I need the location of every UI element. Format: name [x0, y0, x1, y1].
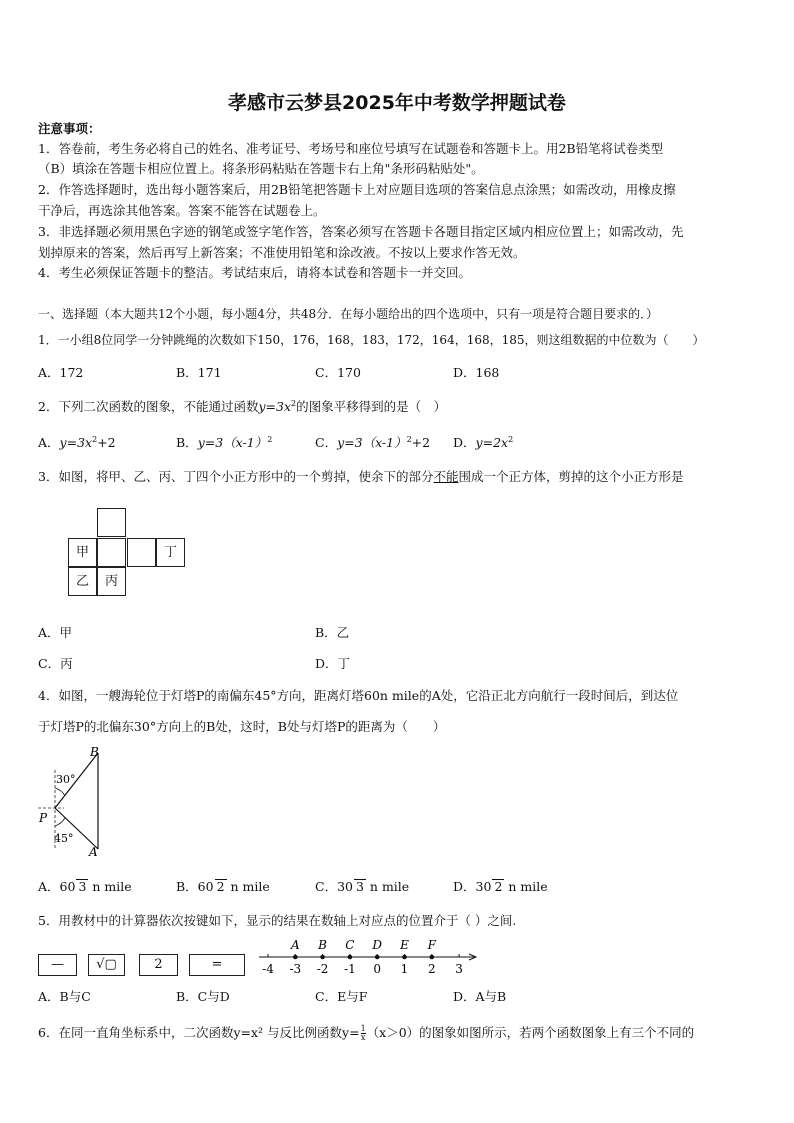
- number-line-point-label: E: [400, 938, 409, 952]
- number-line-point: [402, 955, 407, 960]
- question-2-stem: [38, 396, 446, 415]
- q1-option-d: D．168: [453, 365, 500, 380]
- label-angle-30: 30°: [56, 773, 76, 786]
- option-tail: +2: [411, 435, 431, 451]
- option-coefficient: D．30: [453, 879, 492, 894]
- option-exponent: 2: [267, 435, 273, 444]
- net-square-jia: 甲: [68, 538, 97, 567]
- section-heading: 一、选择题（本大题共12个小题，每小题4分，共48分．在每小题给出的四个选项中，只有一项是符合题目要求的．）: [38, 307, 659, 321]
- number-line-point-label: D: [372, 938, 383, 952]
- label-a: A: [89, 845, 98, 859]
- q2-stem-function: y=3x: [258, 399, 292, 415]
- number-line-tick-label: -1: [344, 962, 356, 976]
- question-4-stem-line2: 于灯塔P的北偏东30°方向上的B处，这时，B处与灯塔P的距离为（ ）: [38, 719, 446, 734]
- option-function: y=3x: [59, 435, 93, 451]
- sqrt-radicand: 2: [216, 879, 225, 894]
- option-letter: C．: [315, 435, 338, 451]
- option-exponent: 2: [508, 435, 514, 444]
- number-line-tick-label: 2: [427, 962, 436, 976]
- q3-option-d: D．丁: [315, 656, 351, 671]
- q6-stem-text: 6．在同一直角坐标系中，二次函数y=x² 与反比例函数y=: [38, 1025, 360, 1040]
- q2-stem-text: 的图象平移得到的是（ ）: [296, 399, 447, 415]
- sqrt-radicand: 3: [78, 879, 87, 894]
- number-line-tick-label: -3: [289, 962, 302, 976]
- q1-option-a: A．172: [38, 365, 84, 380]
- calculator-key-sqrt: √▢: [88, 954, 125, 976]
- sqrt-radicand: 3: [355, 879, 364, 894]
- fraction: [361, 1025, 366, 1042]
- q3-option-b: B．乙: [315, 625, 350, 640]
- net-square: [97, 538, 126, 567]
- notice-line: 2．作答选择题时，选出每小题答案后，用2B铅笔把答题卡上对应题目选项的答案信息点涂黑；如需改动，用橡皮擦: [38, 182, 676, 197]
- notice-line: 3．非选择题必须用黑色字迹的钢笔或签字笔作答，答案必须写在答题卡各题目指定区域内相应位置上；如需改动，先: [38, 224, 684, 239]
- q3-option-c: C．丙: [38, 656, 73, 671]
- number-line-point: [348, 955, 353, 960]
- net-square: [127, 538, 156, 567]
- net-square-bing: 丙: [97, 567, 126, 596]
- label-angle-45: 45°: [54, 832, 74, 845]
- notice-line: 4．考生必须保证答题卡的整洁。考试结束后，请将本试卷和答题卡一并交回。: [38, 265, 471, 280]
- number-line-point: [375, 955, 380, 960]
- number-line-tick-label: -4: [262, 962, 274, 976]
- number-line-point-label: F: [427, 938, 436, 952]
- q6-stem-text: （x＞0）的图象如图所示，若两个函数图象上有三个不同的: [366, 1025, 695, 1040]
- option-unit: n mile: [508, 879, 548, 894]
- label-p: P: [39, 811, 48, 825]
- question-6-stem: [38, 1025, 694, 1042]
- q5-option-b: B．C与D: [176, 989, 230, 1004]
- option-letter: D．: [453, 435, 476, 451]
- q5-option-c: C．E与F: [315, 989, 368, 1004]
- number-line-tick-label: 3: [455, 962, 463, 976]
- q1-option-b: B．171: [176, 365, 222, 380]
- option-unit: n mile: [369, 879, 410, 894]
- option-coefficient: B．60: [176, 879, 214, 894]
- number-line-tick-label: 0: [373, 962, 382, 976]
- question-5-stem: 5．用教材中的计算器依次按键如下，显示的结果在数轴上对应点的位置介于（ ）之间.: [38, 913, 517, 928]
- number-line-figure: [255, 938, 480, 978]
- number-line-tick-label: -2: [316, 962, 329, 976]
- fraction-denominator: x: [360, 1033, 366, 1042]
- sqrt-radicand: 2: [494, 879, 503, 894]
- option-exponent: 2: [406, 435, 412, 444]
- number-line-point-label: C: [345, 938, 355, 952]
- q3-option-a: A．甲: [38, 625, 73, 640]
- option-unit: n mile: [92, 879, 132, 894]
- angle-arc-45: [55, 818, 65, 826]
- page-title: 孝感市云梦县2025年中考数学押题试卷: [228, 92, 566, 114]
- number-line-point-label: A: [290, 938, 300, 952]
- q1-option-c: C．170: [315, 365, 361, 380]
- calculator-key-2: 2: [139, 954, 178, 976]
- notice-line: （B）填涂在答题卡相应位置上。将条形码粘贴在答题卡右上角"条形码粘贴处"。: [38, 161, 484, 176]
- option-function: y=3（x-1）: [197, 435, 268, 451]
- option-tail: +2: [97, 435, 116, 451]
- number-line-point-label: B: [318, 938, 328, 952]
- lighthouse-figure: [34, 744, 108, 860]
- option-coefficient: C．30: [315, 879, 353, 894]
- option-exponent: 2: [92, 435, 98, 444]
- q5-option-a: A．B与C: [38, 989, 91, 1004]
- q2-option-c: [315, 432, 430, 451]
- option-letter: A．: [38, 435, 60, 451]
- label-b: B: [90, 745, 99, 759]
- option-letter: B．: [176, 435, 198, 451]
- q2-stem-exponent: 2: [291, 399, 297, 408]
- option-function: y=2x: [475, 435, 509, 451]
- net-square-yi: 乙: [68, 567, 97, 596]
- q2-option-d: [453, 432, 513, 451]
- option-function: y=3（x-1）: [337, 435, 407, 451]
- notice-line: 干净后，再选涂其他答案。答案不能答在试题卷上。: [38, 203, 326, 218]
- question-4-stem-line1: 4．如图，一艘海轮位于灯塔P的南偏东45°方向，距离灯塔60n mile的A处，它沿正北方向航行一段时间后，到达位: [38, 688, 679, 703]
- notice-heading: 注意事项：: [38, 121, 101, 136]
- net-square-ding: 丁: [156, 538, 185, 567]
- q3-stem-underlined: 不能: [433, 469, 459, 484]
- number-line-point: [430, 955, 435, 960]
- question-1-stem: 1．一小组8位同学一分钟跳绳的次数如下150，176，168，183，172，164，168，185，则这组数据的中位数为（ ）: [38, 333, 705, 347]
- number-line-tick-label: 1: [400, 962, 409, 976]
- option-coefficient: A．60: [38, 879, 76, 894]
- calculator-key-equals: =: [189, 954, 245, 976]
- net-square: [97, 508, 126, 537]
- q3-stem-text: 围成一个正方体，剪掉的这个小正方形是: [458, 469, 684, 484]
- number-line-point: [320, 955, 325, 960]
- question-3-stem: [38, 469, 684, 485]
- number-line-point: [293, 955, 298, 960]
- q2-option-a: [38, 432, 116, 451]
- q4-option-d: [453, 879, 548, 895]
- option-unit: n mile: [230, 879, 270, 894]
- q4-option-c: [315, 879, 409, 895]
- notice-line: 划掉原来的答案，然后再写上新答案；不准使用铅笔和涂改液。不按以上要求作答无效。: [38, 245, 526, 260]
- fraction-numerator: 1: [360, 1024, 366, 1033]
- calculator-key-minus: —: [38, 954, 77, 976]
- q2-option-b: [176, 432, 272, 451]
- notice-line: 1．答卷前，考生务必将自己的姓名、准考证号、考场号和座位号填写在试题卷和答题卡上。用2B铅笔将试卷类型: [38, 141, 664, 156]
- q3-stem-text: 3．如图，将甲、乙、丙、丁四个小正方形中的一个剪掉，使余下的部分: [38, 469, 434, 484]
- angle-arc-30: [55, 788, 65, 796]
- q5-option-d: D．A与B: [453, 989, 507, 1004]
- q4-option-b: [176, 879, 270, 895]
- q2-stem-text: 2．下列二次函数的图象，不能通过函数: [38, 399, 259, 415]
- q4-option-a: [38, 879, 132, 895]
